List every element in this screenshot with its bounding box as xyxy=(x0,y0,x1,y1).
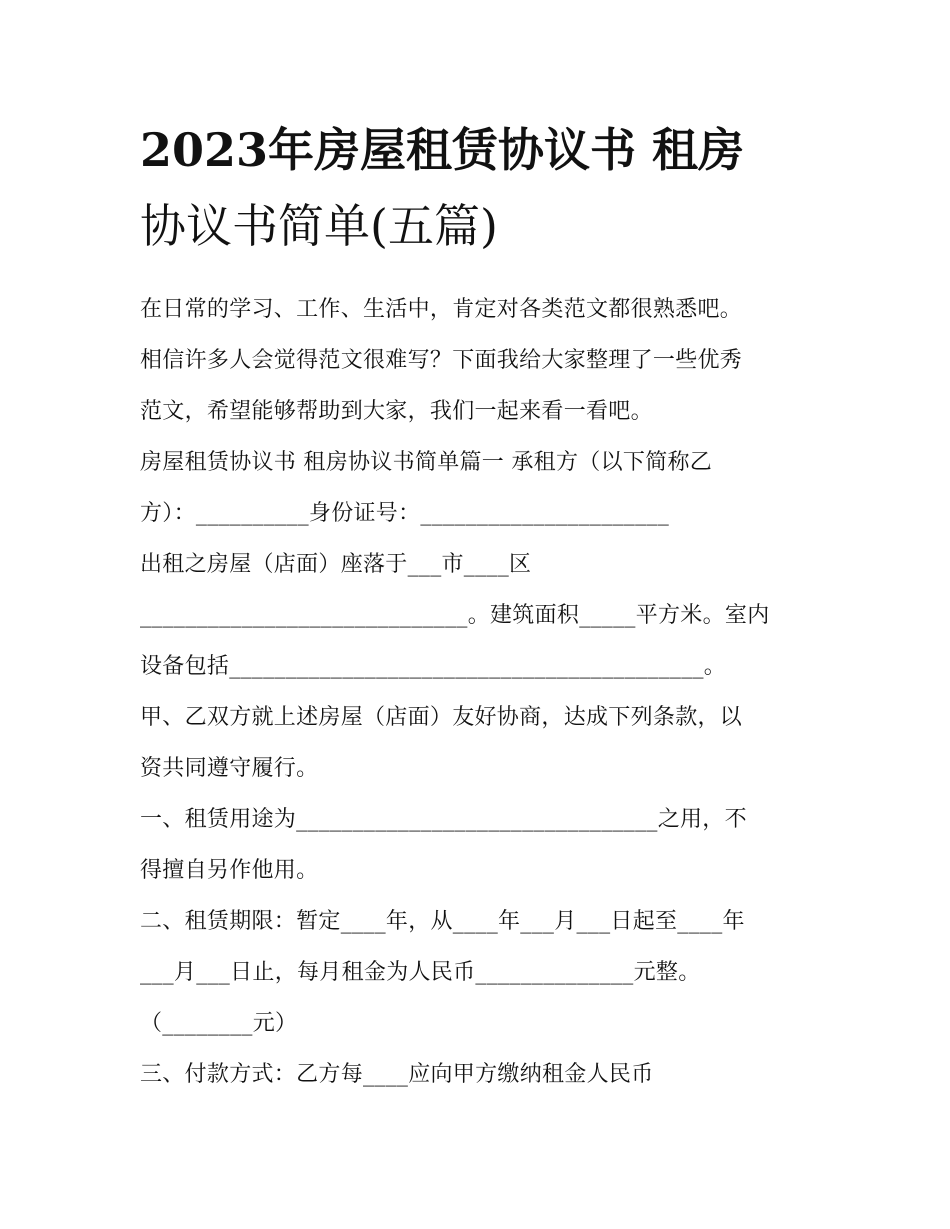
body-line: 甲、乙双方就上述房屋（店面）友好协商，达成下列条款，以 xyxy=(140,705,743,730)
body-line: _____________________________。建筑面积_____平方米。室内 xyxy=(140,603,770,628)
body-line: 方）：__________身份证号：______________________ xyxy=(140,501,670,526)
body-line: ___月___日止，每月租金为人民币______________元整。 xyxy=(140,960,701,985)
body-line: （________元） xyxy=(140,1011,298,1036)
body-line: 一、租赁用途为________________________________之用，不 xyxy=(140,807,747,832)
body-line: 得擅自另作他用。 xyxy=(140,858,319,883)
body-line: 范文，希望能够帮助到大家，我们一起来看一看吧。 xyxy=(140,399,653,424)
body-line: 出租之房屋（店面）座落于___市____区 xyxy=(140,552,532,577)
body-line: 三、付款方式：乙方每____应向甲方缴纳租金人民币 xyxy=(140,1062,654,1087)
title-line-2: 协议书简单(五篇) xyxy=(140,199,498,253)
body-line: 资共同遵守履行。 xyxy=(140,756,319,781)
body-line: 设备包括__________________________________________。 xyxy=(140,654,727,679)
document-title xyxy=(140,112,816,264)
body-line: 二、租赁期限：暂定____年，从____年___月___日起至____年 xyxy=(140,909,745,934)
document-body xyxy=(140,284,816,1100)
body-line: 在日常的学习、工作、生活中，肯定对各类范文都很熟悉吧。 xyxy=(140,297,743,322)
document-page xyxy=(140,112,816,1100)
body-line: 房屋租赁协议书 租房协议书简单篇一 承租方（以下简称乙 xyxy=(140,450,713,475)
body-line: 相信许多人会觉得范文很难写？下面我给大家整理了一些优秀 xyxy=(140,348,743,373)
title-line-1: 2023年房屋租赁协议书 租房 xyxy=(140,123,745,177)
